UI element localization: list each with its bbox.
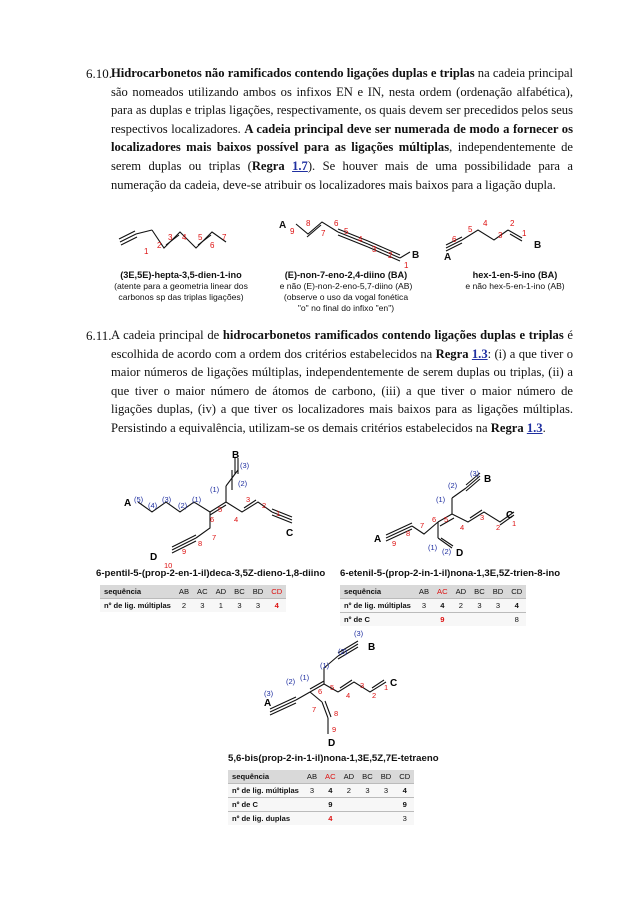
c3-row2-label: nº de C bbox=[228, 798, 303, 812]
c3-header-ac: AC bbox=[321, 770, 340, 784]
c1-header-ac: AC bbox=[193, 585, 212, 599]
c3-r2-ab bbox=[303, 798, 321, 812]
example-name-1: (3E,5E)-hepta-3,5-dien-1-ino bbox=[120, 270, 242, 280]
svg-text:9: 9 bbox=[332, 725, 337, 734]
c3-r3-bc bbox=[358, 812, 377, 826]
c3-r3-ad bbox=[340, 812, 359, 826]
svg-text:(1): (1) bbox=[210, 485, 220, 494]
svg-text:2: 2 bbox=[372, 691, 377, 700]
svg-text:7: 7 bbox=[321, 229, 326, 238]
svg-text:(4): (4) bbox=[148, 501, 158, 510]
c1-val-bc: 3 bbox=[230, 599, 249, 613]
svg-text:4: 4 bbox=[358, 235, 363, 244]
section-610-rule: A cadeia principal deve ser numerada de modo a fornecer os localizadores mais baixos possível para as ligações múltiplas bbox=[111, 121, 573, 155]
c2-r1-ad: 2 bbox=[452, 599, 471, 613]
svg-text:(2): (2) bbox=[442, 547, 452, 556]
rule-1-3-link-2[interactable]: 1.3 bbox=[526, 420, 543, 435]
c2-header-cd: CD bbox=[507, 585, 526, 599]
section-610-body: na cadeia principal são nomeados utilizando ambos os infixos EN e IN, nesta ordem (ordenação alfabética), para as duplas e triplas ligações, respectivamente, os quais devem ser precedidos pelos seus respectivos localizadores. bbox=[111, 66, 574, 136]
svg-text:(3): (3) bbox=[240, 461, 250, 470]
svg-text:(5): (5) bbox=[134, 495, 144, 504]
rule-1-7-link[interactable]: 1.7 bbox=[292, 158, 308, 173]
section-611-number: 6.11. bbox=[86, 328, 112, 343]
svg-text:1: 1 bbox=[384, 683, 389, 692]
svg-text:8: 8 bbox=[306, 219, 311, 228]
c3-row1-label: nº de lig. múltiplas bbox=[228, 784, 303, 798]
label-C-c1: C bbox=[286, 528, 294, 539]
svg-text:(2): (2) bbox=[238, 479, 248, 488]
label-B-c2: B bbox=[484, 474, 492, 485]
svg-text:4: 4 bbox=[346, 691, 351, 700]
c2-header-bc: BC bbox=[470, 585, 489, 599]
svg-text:5: 5 bbox=[330, 683, 335, 692]
svg-text:9: 9 bbox=[182, 547, 187, 556]
label-B-c3: B bbox=[368, 642, 376, 653]
c2-r1-ac: 4 bbox=[433, 599, 452, 613]
structure-compound-3 bbox=[0, 630, 638, 750]
c3-header-ab: AB bbox=[303, 770, 321, 784]
c2-r1-bd: 3 bbox=[489, 599, 508, 613]
table-compound-1 bbox=[100, 585, 286, 612]
section-611-end: . bbox=[542, 420, 546, 435]
c2-r1-ab: 3 bbox=[415, 599, 433, 613]
compound-3-name: 5,6-bis(prop-2-in-1-il)nona-1,3E,5Z,7E-tetraeno bbox=[228, 753, 439, 764]
c1-header-ad: AD bbox=[212, 585, 231, 599]
example-caption-1 bbox=[96, 270, 266, 303]
label-A-c2: A bbox=[374, 534, 382, 545]
c1-val-bd: 3 bbox=[249, 599, 268, 613]
svg-text:7: 7 bbox=[222, 233, 227, 242]
c1-header-bc: BC bbox=[230, 585, 249, 599]
c3-r3-bd bbox=[377, 812, 396, 826]
svg-text:4: 4 bbox=[182, 233, 187, 242]
example-name-3: hex-1-en-5-ino (BA) bbox=[472, 270, 558, 280]
c3-r1-bc: 3 bbox=[358, 784, 377, 798]
label-D-c2: D bbox=[456, 548, 464, 559]
svg-text:3: 3 bbox=[480, 513, 485, 522]
svg-text:5: 5 bbox=[198, 233, 203, 242]
section-610-regra: Regra bbox=[251, 158, 293, 173]
c2-header-bd: BD bbox=[489, 585, 508, 599]
svg-text:3: 3 bbox=[372, 245, 377, 254]
c2-header-seq: sequência bbox=[340, 585, 415, 599]
c2-row2-label: nº de C bbox=[340, 613, 415, 627]
c1-val-cd: 4 bbox=[267, 599, 286, 613]
label-C-c3: C bbox=[390, 678, 398, 689]
c2-header-ac: AC bbox=[433, 585, 452, 599]
c1-row-label: nº de lig. múltiplas bbox=[100, 599, 175, 613]
c3-r2-ac: 9 bbox=[321, 798, 340, 812]
svg-text:(1): (1) bbox=[436, 495, 446, 504]
section-610-lead: Hidrocarbonetos não ramificados contendo ligações duplas e triplas bbox=[111, 66, 475, 80]
c3-header-cd: CD bbox=[395, 770, 414, 784]
c3-header-seq: sequência bbox=[228, 770, 303, 784]
example-note-1b: carbonos sp das triplas ligações) bbox=[118, 292, 244, 302]
c3-header-ad: AD bbox=[340, 770, 359, 784]
svg-text:6: 6 bbox=[210, 241, 215, 250]
label-A-c3: A bbox=[264, 698, 272, 709]
c1-header-cd: CD bbox=[267, 585, 286, 599]
c2-r1-cd: 4 bbox=[507, 599, 526, 613]
svg-text:2: 2 bbox=[157, 241, 162, 250]
svg-text:2: 2 bbox=[496, 523, 501, 532]
c2-r2-ab bbox=[415, 613, 433, 627]
svg-text:7: 7 bbox=[312, 705, 317, 714]
svg-text:6: 6 bbox=[334, 219, 339, 228]
c3-r2-cd: 9 bbox=[395, 798, 414, 812]
section-611-body3: : (i) a que tiver o maior números de ligações múltiplas, independentemente de serem duplas ou triplas, (ii) a que tiver o maior número de átomos de carbono, (iii) a que tiver o maior número de ligações duplas, (iv) a que tiver os localizadores mais baixos para as ligações múltiplas. Persistindo a equivalência, utilizam-se os demais critérios estabelecidos na bbox=[111, 346, 573, 435]
c3-row3-label: nº de lig. duplas bbox=[228, 812, 303, 826]
c3-r3-cd: 3 bbox=[395, 812, 414, 826]
svg-text:8: 8 bbox=[198, 539, 203, 548]
label-D-c3: D bbox=[328, 738, 336, 749]
svg-text:(2): (2) bbox=[178, 501, 188, 510]
section-611-body1: A cadeia principal de bbox=[111, 328, 223, 342]
svg-text:5: 5 bbox=[444, 515, 449, 524]
svg-text:5: 5 bbox=[468, 225, 473, 234]
svg-text:(2): (2) bbox=[448, 481, 458, 490]
svg-text:(3): (3) bbox=[264, 689, 274, 698]
svg-text:8: 8 bbox=[334, 709, 339, 718]
label-C-c2: C bbox=[506, 510, 514, 521]
svg-text:3: 3 bbox=[498, 231, 503, 240]
svg-text:(2): (2) bbox=[286, 677, 296, 686]
table-compound-3 bbox=[228, 770, 414, 825]
svg-text:3: 3 bbox=[168, 233, 173, 242]
c2-r2-bc bbox=[470, 613, 489, 627]
c3-r3-ac: 4 bbox=[321, 812, 340, 826]
structure-compound-2 bbox=[0, 446, 638, 576]
svg-text:6: 6 bbox=[452, 235, 457, 244]
c1-val-ad: 1 bbox=[212, 599, 231, 613]
svg-text:1: 1 bbox=[512, 519, 517, 528]
c3-header-bd: BD bbox=[377, 770, 396, 784]
section-611-lead: hidrocarbonetos ramificados contendo ligações duplas e triplas bbox=[222, 328, 564, 342]
rule-1-3-link[interactable]: 1.3 bbox=[471, 346, 488, 361]
svg-text:5: 5 bbox=[344, 227, 349, 236]
section-610-body2: , independentemente de serem duplas ou triplas ( bbox=[111, 140, 573, 173]
svg-text:4: 4 bbox=[483, 219, 488, 228]
svg-text:4: 4 bbox=[460, 523, 465, 532]
svg-text:6: 6 bbox=[210, 515, 215, 524]
example-name-2: (E)-non-7-eno-2,4-diino (BA) bbox=[284, 270, 408, 280]
svg-text:3: 3 bbox=[360, 681, 365, 690]
compound-1-name: 6-pentil-5-(prop-2-en-1-il)deca-3,5Z-dieno-1,8-diino bbox=[96, 568, 326, 579]
section-611-text bbox=[111, 326, 573, 438]
c1-header-seq: sequência bbox=[100, 585, 175, 599]
section-611-regra: Regra bbox=[435, 346, 472, 361]
label-B-c1: B bbox=[232, 450, 240, 461]
section-611-regra2: Regra bbox=[490, 420, 527, 435]
example-caption-2 bbox=[258, 270, 434, 314]
svg-text:2: 2 bbox=[388, 251, 393, 260]
c1-header-ab: AB bbox=[175, 585, 193, 599]
svg-text:(1): (1) bbox=[192, 495, 202, 504]
c1-header-bd: BD bbox=[249, 585, 268, 599]
molecule-nonenediyne bbox=[296, 222, 410, 261]
c2-r2-ad bbox=[452, 613, 471, 627]
c3-r2-ad bbox=[340, 798, 359, 812]
compound-2-name: 6-etenil-5-(prop-2-in-1-il)nona-1,3E,5Z-trien-8-ino bbox=[340, 568, 561, 579]
label-A-c1: A bbox=[124, 498, 132, 509]
example-note-2b: (observe o uso da vogal fonética bbox=[283, 292, 409, 302]
locants-hexenyne bbox=[452, 219, 527, 244]
example-note-3a: e não hex-5-en-1-ino (AB) bbox=[465, 281, 565, 291]
svg-text:10: 10 bbox=[164, 561, 173, 570]
example-note-1a: (atente para a geometria linear dos bbox=[114, 281, 248, 291]
example-note-2a: e não (E)-non-2-eno-5,7-diino (AB) bbox=[279, 281, 413, 291]
table-compound-2 bbox=[340, 585, 526, 626]
svg-text:(3): (3) bbox=[470, 469, 480, 478]
c2-header-ad: AD bbox=[452, 585, 471, 599]
c3-r1-cd: 4 bbox=[395, 784, 414, 798]
svg-text:1: 1 bbox=[404, 261, 409, 270]
svg-text:8: 8 bbox=[406, 529, 411, 538]
c2-header-ab: AB bbox=[415, 585, 433, 599]
svg-text:(3): (3) bbox=[354, 630, 364, 638]
c3-r1-ac: 4 bbox=[321, 784, 340, 798]
svg-text:(1): (1) bbox=[300, 673, 310, 682]
svg-text:7: 7 bbox=[420, 521, 425, 530]
label-B-2: B bbox=[534, 240, 542, 251]
example-caption-3 bbox=[440, 270, 590, 292]
label-A-2: A bbox=[444, 252, 452, 263]
c3-r1-ad: 2 bbox=[340, 784, 359, 798]
section-610-body3: ). Se houver mais de uma possibilidade para a numeração da cadeia, deve-se atribuir os localizadores mais baixos para a ligação dupla. bbox=[111, 158, 573, 192]
svg-text:5: 5 bbox=[218, 505, 223, 514]
c3-r2-bc bbox=[358, 798, 377, 812]
svg-text:2: 2 bbox=[510, 219, 515, 228]
c2-r2-bd bbox=[489, 613, 508, 627]
c3-r1-bd: 3 bbox=[377, 784, 396, 798]
c2-r1-bc: 3 bbox=[470, 599, 489, 613]
svg-text:6: 6 bbox=[432, 515, 437, 524]
svg-text:4: 4 bbox=[234, 515, 239, 524]
molecule-hexenyne bbox=[446, 230, 522, 251]
example-note-2c: "o" no final do infixo "en") bbox=[297, 303, 395, 313]
svg-text:(1): (1) bbox=[320, 661, 330, 670]
svg-text:(1): (1) bbox=[428, 543, 438, 552]
c3-r3-ab bbox=[303, 812, 321, 826]
svg-text:2: 2 bbox=[262, 501, 267, 510]
svg-text:(3): (3) bbox=[162, 495, 172, 504]
section-611-body2: é escolhida de acordo com a ordem dos critérios estabelecidos na bbox=[111, 328, 573, 361]
section-610-number: 6.10. bbox=[86, 66, 112, 81]
svg-text:1: 1 bbox=[144, 247, 149, 256]
c1-val-ab: 2 bbox=[175, 599, 193, 613]
svg-text:(2): (2) bbox=[338, 647, 348, 656]
svg-text:1: 1 bbox=[522, 229, 527, 238]
svg-text:9: 9 bbox=[392, 539, 397, 548]
locants-nonenediyne bbox=[290, 219, 409, 270]
label-D-c1: D bbox=[150, 552, 158, 563]
svg-text:7: 7 bbox=[212, 533, 217, 542]
label-A-1: A bbox=[279, 220, 287, 231]
svg-text:1: 1 bbox=[276, 509, 281, 518]
c3-r2-bd bbox=[377, 798, 396, 812]
c3-r1-ab: 3 bbox=[303, 784, 321, 798]
c1-val-ac: 3 bbox=[193, 599, 212, 613]
c2-r2-ac: 9 bbox=[433, 613, 452, 627]
c2-r2-cd: 8 bbox=[507, 613, 526, 627]
section-610-text bbox=[111, 64, 573, 194]
label-B-1: B bbox=[412, 250, 420, 261]
svg-text:3: 3 bbox=[246, 495, 251, 504]
svg-text:6: 6 bbox=[318, 687, 323, 696]
svg-text:9: 9 bbox=[290, 227, 295, 236]
c3-header-bc: BC bbox=[358, 770, 377, 784]
c2-row1-label: nº de lig. múltiplas bbox=[340, 599, 415, 613]
